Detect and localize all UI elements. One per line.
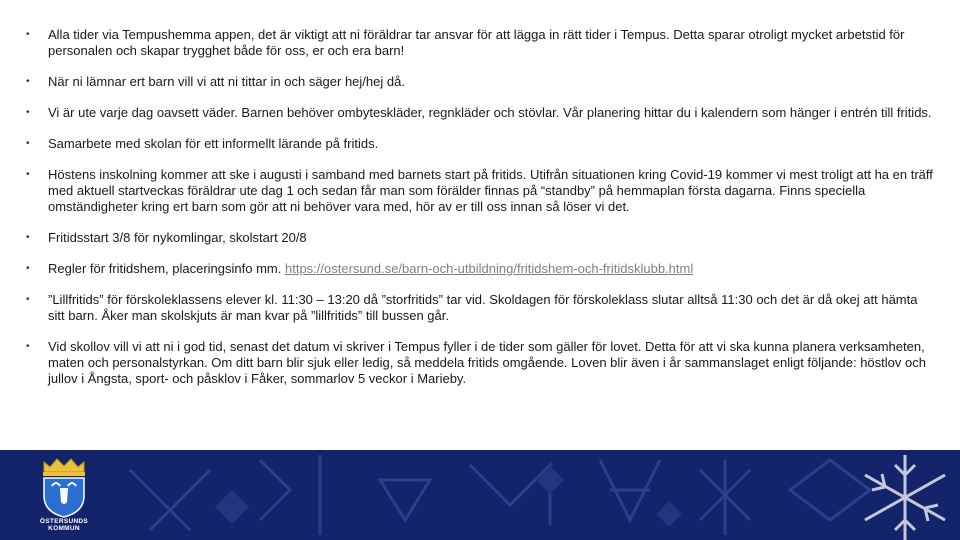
logo-line-2: KOMMUN <box>48 525 80 532</box>
bullet-item <box>26 27 936 59</box>
bullet-item <box>26 339 936 387</box>
snowflake-pattern <box>0 450 960 540</box>
bullet-marker: • <box>26 294 30 305</box>
footer-band <box>0 450 960 540</box>
bullet-marker: • <box>26 29 30 40</box>
bullet-marker: • <box>26 107 30 118</box>
bullet-list <box>26 27 936 387</box>
bullet-marker: • <box>26 232 30 243</box>
bullet-marker: • <box>26 169 30 180</box>
bullet-marker: • <box>26 138 30 149</box>
fritidshem-link[interactable]: https://ostersund.se/barn-och-utbildning/fritidshem-och-fritidsklubb.html <box>284 261 694 276</box>
bullet-item <box>26 74 936 90</box>
bullet-marker: • <box>26 341 30 352</box>
bullet-item <box>26 105 936 121</box>
bullet-text: Regler för fritidshem, placeringsinfo mm. <box>48 261 285 276</box>
bullet-text: Alla tider via Tempushemma appen, det är viktigt att ni föräldrar tar ansvar för att lägga in rätt tider i Tempus. Detta sparar otroligt mycket arbetstid för personalen och skapar trygghet både för oss, er och era barn! <box>48 27 905 58</box>
crest-icon <box>30 456 98 518</box>
bullet-marker: • <box>26 76 30 87</box>
bullet-item <box>26 292 936 324</box>
bullet-text: Vi är ute varje dag oavsett väder. Barnen behöver ombyteskläder, regnkläder och stövlar. Vår planering hittar du i kalendern som hänger i entrén till fritids. <box>48 105 932 120</box>
bullet-text: När ni lämnar ert barn vill vi att ni tittar in och säger hej/hej då. <box>48 74 405 89</box>
bullet-text: Samarbete med skolan för ett informellt lärande på fritids. <box>48 136 379 151</box>
bullet-text: Fritidsstart 3/8 för nykomlingar, skolstart 20/8 <box>48 230 307 245</box>
bullet-item <box>26 230 936 246</box>
bullet-marker: • <box>26 263 30 274</box>
bullet-item <box>26 261 936 277</box>
bullet-text: Vid skollov vill vi att ni i god tid, senast det datum vi skriver i Tempus fyller i de tider som gäller för lovet. Detta för att vi ska kunna planera verksamheten, maten och personalstyrkan. Om ditt barn blir sjuk eller ledig, så meddela fritids omgående. Loven blir även i år sammanslaget enligt följande: höstlov och jullov i Ångsta, sport- och påsklov i Fåker, sommarlov 5 veckor i Marieby. <box>48 339 926 386</box>
bullet-item <box>26 167 936 215</box>
bullet-text: Höstens inskolning kommer att ske i augusti i samband med barnets start på fritids. Utifrån situationen kring Covid-19 kommer vi mest troligt att ha en träff med aktuell startveckas föräldrar ute dag 1 och sedan får man som förälder finnas på “standby” på hemmaplan första dagarna. Finns speciella omständigheter kring ert barn som gör att ni behöver vara med, hör av er till oss innan så löser vi det. <box>48 167 933 214</box>
logo-line-1: ÖSTERSUNDS <box>39 518 89 525</box>
logo-text <box>30 518 98 532</box>
bullet-text: ”Lillfritids” för förskoleklassens elever kl. 11:30 – 13:20 då ”storfritids” tar vid. Skoldagen för förskoleklass slutar alltså 11:30 och det är då okej att hämta sitt barn. Åker man skolskjuts är man kvar på ”lillfritids” till bussen går. <box>48 292 918 323</box>
bullet-item <box>26 136 936 152</box>
snowflake-icon <box>865 455 945 540</box>
